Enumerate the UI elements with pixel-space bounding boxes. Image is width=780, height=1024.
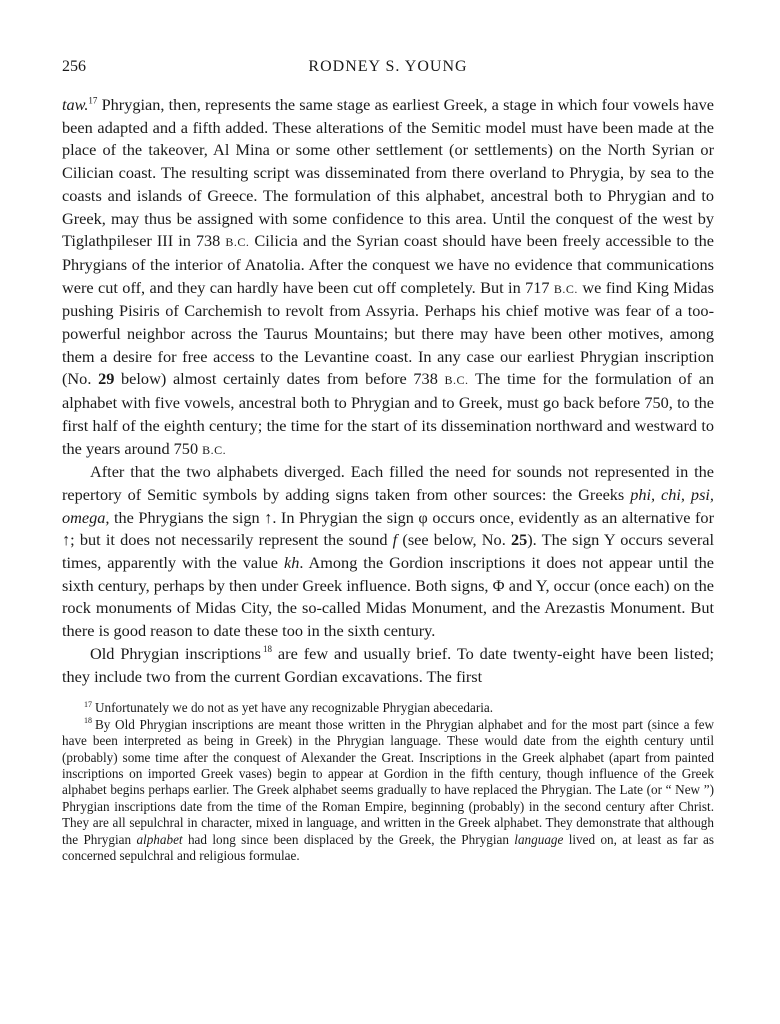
running-head: RODNEY S. YOUNG	[308, 58, 468, 75]
era-bc: B.C.	[444, 373, 469, 388]
era-bc: B.C.	[553, 281, 578, 296]
word-alphabet: alphabet	[136, 831, 183, 847]
page	[62, 58, 714, 864]
word-language: language	[514, 831, 564, 847]
text-run: . In Phrygian the sign	[272, 507, 419, 527]
era-bc: B.C.	[202, 442, 227, 457]
greek-letter-names: phi, chi, psi, omega,	[62, 484, 714, 527]
text-run: By Old Phrygian inscriptions are meant those written in the Phrygian alphabet and for the most part (since a few have been interpreted as being in Greek) in the Phrygian language. These would date from the eighth century until (probably) some time after the conquest of Alexander the Great. Inscriptions in the Greek alphabet (apart from painted inscriptions on imported Greek vases) begin to appear at Gordion in the fifth century, though influence of the Greek alphabet begins perhaps earlier. The Greek alphabet seems gradually to have replaced the Phrygian. The Late (or “ New ”) Phrygian inscriptions date from the time of the Roman Empire, beginning (probably) in the second century after Christ. They are all sepulchral in character, mixed in language, and written in the Greek alphabet. They demonstrate that although the Phrygian	[62, 716, 714, 847]
footnote-18	[62, 717, 714, 865]
inscription-number-25: 25	[510, 530, 528, 550]
text-run: we find King Midas pushing Pisiris of Carchemish to revolt from Assyria. Perhaps his chief motive was fear of a too-powerful neighbor across the Taurus Mountains; but there may have been other motives, among them a desire for free access to the Levantine coast. In any case our earliest Phrygian inscription (No.	[62, 277, 714, 389]
text-run: and	[504, 575, 536, 595]
text-run: the Phrygians the sign	[109, 507, 265, 527]
paragraph-1	[62, 94, 714, 461]
y-sign-glyph: Y	[535, 575, 546, 595]
era-bc: B.C.	[225, 235, 250, 250]
paragraph-2	[62, 461, 714, 643]
footnote-mark-18: 18	[84, 716, 92, 726]
text-run: occurs once, evidently as an alternative for	[427, 507, 714, 527]
footnote-mark-17: 17	[84, 699, 92, 709]
text-run: ). The sign	[527, 530, 604, 550]
body-text	[62, 94, 714, 688]
sound-kh: kh	[283, 553, 300, 573]
footnotes	[62, 700, 714, 864]
page-header	[62, 58, 714, 82]
text-run: below) almost certainly dates from before 738	[114, 369, 445, 389]
footnote-17-text: Unfortunately we do not as yet have any recognizable Phrygian abecedaria.	[95, 700, 494, 716]
sound-f: f	[392, 530, 398, 550]
text-run: (see below, No.	[397, 530, 511, 550]
text-run: ; but it does not necessarily represent the sound	[70, 530, 393, 550]
y-sign-glyph: Y	[603, 530, 616, 550]
footnote-ref-17[interactable]: 17	[88, 95, 98, 106]
text-run: had long since been displaced by the Greek, the Phrygian	[182, 831, 515, 847]
page-number: 256	[62, 58, 86, 75]
arrow-sign-glyph: ↑	[264, 507, 273, 527]
text-run: Phrygian, then, represents the same stage as earliest Greek, a stage in which four vowels have been adapted and a fifth added. These alterations of the Semitic model must have been made at the place of the takeover, Al Mina or some other settlement (or settlements) on the North Syrian or Cilician coast. The resulting script was disseminated from there overland to Phrygia, by sea to the coasts and islands of Greece. The formulation of this alphabet, ancestral both to Phrygian and to Greek, may thus be assigned with some confidence to this area. Until the conquest of the west by Tiglathpileser III in 738	[62, 95, 714, 251]
phi-sign-glyph: Φ	[492, 575, 505, 595]
text-run: , occur (once each) on the rock monuments of Midas City, the so-called Midas Monument, and the Arezastis Monument. But there is good reason to date these too in the sixth century.	[62, 575, 715, 641]
phi-sign-glyph: φ	[418, 507, 428, 527]
paragraph-3	[62, 643, 714, 688]
text-run: are few and usually brief. To date twenty-eight have been listed; they include two from the current Gordian excavations. The first	[62, 643, 714, 686]
text-run: lived on, at least as far as concerned sepulchral and religious formulae.	[62, 831, 714, 863]
footnote-17	[62, 700, 714, 716]
inscription-number-29: 29	[98, 369, 115, 389]
footnote-ref-18[interactable]: 18	[263, 644, 273, 655]
text-run: The time for the formulation of an alphabet with five vowels, ancestral both to Phrygian and to Greek, must go back before 750, to the first half of the eighth century; the time for the start of its dissemination northward and westward to the years around 750	[62, 369, 714, 458]
text-run: After that the two alphabets diverged. Each filled the need for sounds not represented in the repertory of Semitic symbols by adding signs taken from other sources: the Greeks	[62, 462, 714, 504]
text-run: occurs several times, apparently with the value	[62, 530, 714, 573]
text-run: . Among the Gordion inscriptions it does not appear until the sixth century, perhaps by then under Greek influence. Both signs,	[62, 553, 714, 595]
arrow-sign-glyph: ↑	[62, 530, 71, 550]
text-run: Cilicia and the Syrian coast should have been freely accessible to the Phrygians of the interior of Anatolia. After the conquest we have no evidence that communications were cut off, and they can hardly have been cut off completely. But in 717	[62, 231, 714, 297]
word-taw: taw.	[62, 95, 89, 114]
text-run: Old Phrygian inscriptions	[90, 643, 262, 663]
